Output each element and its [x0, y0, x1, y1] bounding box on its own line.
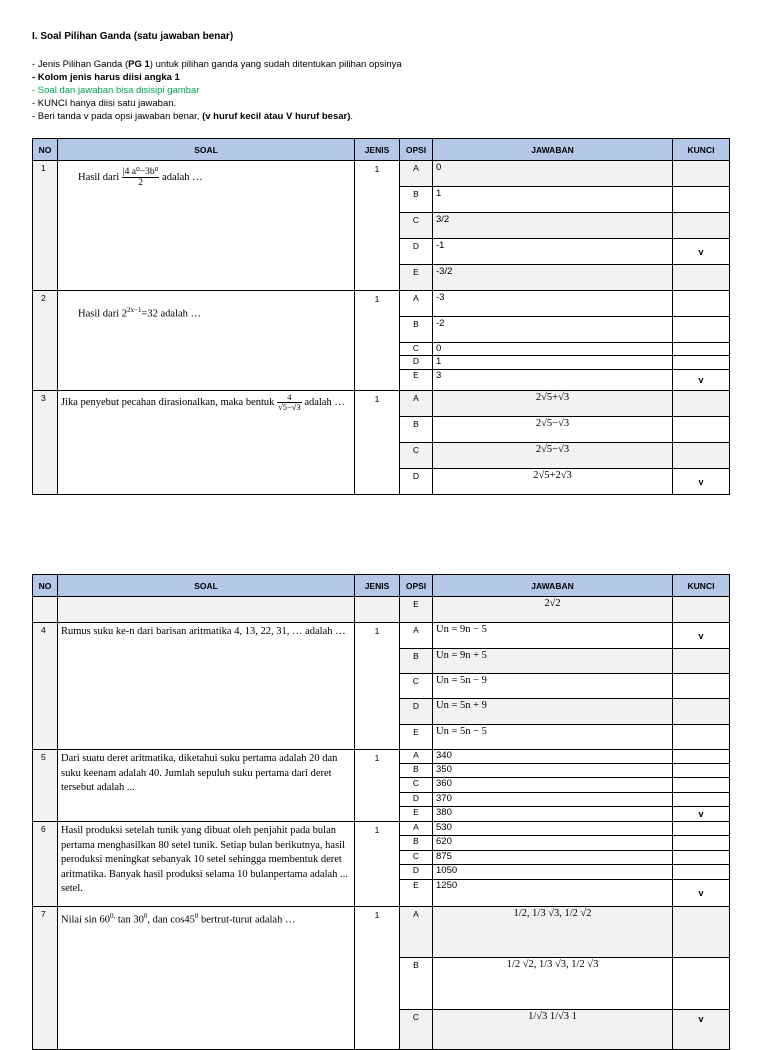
question-type: 1	[355, 907, 400, 1050]
option-letter: E	[400, 370, 433, 391]
key-cell[interactable]	[673, 822, 730, 836]
option-letter: C	[400, 778, 433, 793]
key-cell[interactable]	[673, 291, 730, 317]
header-opsi: OPSI	[400, 575, 433, 597]
header-row	[33, 139, 730, 161]
key-cell[interactable]: v	[673, 239, 730, 265]
answer-cell[interactable]: 1/2 √2, 1/3 √3, 1/2 √3	[433, 958, 673, 1010]
key-cell[interactable]: v	[673, 1010, 730, 1050]
answer-cell[interactable]: 360	[433, 778, 673, 793]
answer-cell[interactable]: 1/2, 1/3 √3, 1/2 √2	[433, 907, 673, 958]
question-text: Hasil produksi setelah tunik yang dibuat oleh penjahit pada bulan pertama menghasilkan 80 setel tunik. Setiap bulan berikutnya, hasil peroduksi meningkat sebanyak 10 setel sehingga membentuk deret aritmatika. Banyak hasil produksi selama 10 bulanpertama adalah ... setel.	[58, 822, 355, 907]
answer-cell[interactable]: 875	[433, 851, 673, 865]
key-cell[interactable]	[673, 958, 730, 1010]
answer-cell[interactable]: 1250	[433, 880, 673, 907]
key-cell[interactable]	[673, 750, 730, 764]
option-letter: E	[400, 597, 433, 623]
key-cell[interactable]	[673, 907, 730, 958]
instruction-line-3: - Soal dan jawaban bisa disisipi gambar	[32, 85, 200, 96]
question-number	[33, 597, 58, 623]
answer-cell[interactable]: 340	[433, 750, 673, 764]
key-cell[interactable]: v	[673, 370, 730, 391]
instructions	[32, 58, 402, 123]
table-row	[33, 907, 730, 958]
answer-cell[interactable]: 0	[433, 343, 673, 356]
instruction-line-5: - Beri tanda v pada opsi jawaban benar, (v huruf kecil atau V huruf besar).	[32, 111, 354, 122]
answer-cell[interactable]: -2	[433, 317, 673, 343]
answer-cell[interactable]: 2√5+√3	[433, 391, 673, 417]
key-cell[interactable]	[673, 699, 730, 725]
instruction-line-2: - Kolom jenis harus diisi angka 1	[32, 72, 180, 83]
question-text: Hasil dari $2^{2x-1}=32$ adalah …	[58, 291, 355, 391]
option-letter: C	[400, 1010, 433, 1050]
question-number: 5	[33, 750, 58, 822]
answer-cell[interactable]: 620	[433, 836, 673, 851]
answer-cell[interactable]: 350	[433, 764, 673, 778]
answer-cell[interactable]: 1/√3 1/√3 1	[433, 1010, 673, 1050]
option-letter: E	[400, 265, 433, 291]
answer-cell[interactable]: 2√5−√3	[433, 443, 673, 469]
answer-cell[interactable]: -1	[433, 239, 673, 265]
question-number: 6	[33, 822, 58, 907]
header-jenis: JENIS	[355, 139, 400, 161]
option-letter: E	[400, 725, 433, 750]
key-cell[interactable]	[673, 725, 730, 750]
question-text: Hasil dari $\frac{\text{|4 a⁰−3b⁰}}{2}$ adalah …	[58, 161, 355, 291]
answer-cell[interactable]: 3	[433, 370, 673, 391]
table-row	[33, 391, 730, 417]
question-type: 1	[355, 291, 400, 391]
question-type	[355, 597, 400, 623]
key-cell[interactable]	[673, 391, 730, 417]
key-cell[interactable]	[673, 674, 730, 699]
table-row	[33, 291, 730, 317]
option-letter: D	[400, 469, 433, 495]
header-opsi: OPSI	[400, 139, 433, 161]
question-text: Nilai $\sin 60^{0,}$ $\tan 30^0$, dan $\cos 45^0$ bertrut-turut adalah …	[58, 907, 355, 1050]
header-kunci: KUNCI	[673, 575, 730, 597]
option-letter: B	[400, 649, 433, 674]
question-type: 1	[355, 822, 400, 907]
answer-cell[interactable]: 370	[433, 793, 673, 807]
option-letter: D	[400, 239, 433, 265]
question-number: 7	[33, 907, 58, 1050]
header-soal: SOAL	[58, 575, 355, 597]
header-kunci: KUNCI	[673, 139, 730, 161]
answer-cell[interactable]: 1050	[433, 865, 673, 880]
key-cell[interactable]	[673, 317, 730, 343]
option-letter: A	[400, 750, 433, 764]
key-cell[interactable]: v	[673, 469, 730, 495]
key-cell[interactable]	[673, 793, 730, 807]
header-no: NO	[33, 575, 58, 597]
question-type: 1	[355, 161, 400, 291]
instruction-line-4: - KUNCI hanya diisi satu jawaban.	[32, 98, 177, 109]
option-letter: A	[400, 907, 433, 958]
option-letter: C	[400, 851, 433, 865]
key-cell[interactable]: v	[673, 880, 730, 907]
answer-cell[interactable]: 0	[433, 161, 673, 187]
option-letter: D	[400, 699, 433, 725]
option-letter: A	[400, 291, 433, 317]
answer-cell[interactable]: Un = 5n + 9	[433, 699, 673, 725]
option-letter: A	[400, 623, 433, 649]
option-letter: C	[400, 343, 433, 356]
answer-cell[interactable]: Un = 5n − 9	[433, 674, 673, 699]
answer-cell[interactable]: 1	[433, 187, 673, 213]
question-text	[58, 597, 355, 623]
option-letter: A	[400, 391, 433, 417]
header-jawaban: JAWABAN	[433, 575, 673, 597]
key-cell[interactable]	[673, 161, 730, 187]
header-soal: SOAL	[58, 139, 355, 161]
option-letter: C	[400, 443, 433, 469]
question-number: 4	[33, 623, 58, 750]
instruction-line-1: - Jenis Pilihan Ganda (PG 1) untuk pilihan ganda yang sudah ditentukan pilihan opsinya	[32, 59, 402, 70]
answer-cell[interactable]: 2√2	[433, 597, 673, 623]
option-letter: B	[400, 836, 433, 851]
header-jenis: JENIS	[355, 575, 400, 597]
option-letter: A	[400, 161, 433, 187]
option-letter: B	[400, 764, 433, 778]
question-table-1	[32, 138, 730, 495]
header-jawaban: JAWABAN	[433, 139, 673, 161]
header-row	[33, 575, 730, 597]
option-letter: C	[400, 674, 433, 699]
key-cell[interactable]	[673, 836, 730, 851]
key-cell[interactable]	[673, 597, 730, 623]
key-cell[interactable]	[673, 213, 730, 239]
key-cell[interactable]: v	[673, 807, 730, 822]
option-letter: C	[400, 213, 433, 239]
option-letter: B	[400, 187, 433, 213]
key-cell[interactable]	[673, 851, 730, 865]
question-number: 2	[33, 291, 58, 391]
answer-cell[interactable]: 3/2	[433, 213, 673, 239]
question-number: 1	[33, 161, 58, 291]
key-cell[interactable]	[673, 865, 730, 880]
table-row	[33, 750, 730, 764]
table-row	[33, 822, 730, 836]
answer-cell[interactable]: Un = 5n − 5	[433, 725, 673, 750]
option-letter: E	[400, 807, 433, 822]
key-cell[interactable]	[673, 764, 730, 778]
key-cell[interactable]: v	[673, 623, 730, 649]
question-text: Dari suatu deret aritmatika, diketahui suku pertama adalah 20 dan suku keenam adalah 40. Jumlah sepuluh suku pertama dari deret tersebut adalah ...	[58, 750, 355, 822]
key-cell[interactable]	[673, 187, 730, 213]
header-no: NO	[33, 139, 58, 161]
option-letter: B	[400, 417, 433, 443]
answer-cell[interactable]: Un = 9n − 5	[433, 623, 673, 649]
option-letter: D	[400, 865, 433, 880]
question-text: Jika penyebut pecahan dirasionalkan, maka bentuk $\frac{4}{√5-√3}$ adalah …	[58, 391, 355, 495]
option-letter: B	[400, 958, 433, 1010]
question-number: 3	[33, 391, 58, 495]
key-cell[interactable]	[673, 417, 730, 443]
answer-cell[interactable]: Un = 9n + 5	[433, 649, 673, 674]
key-cell[interactable]	[673, 778, 730, 793]
table-row	[33, 161, 730, 187]
option-letter: A	[400, 822, 433, 836]
question-type: 1	[355, 750, 400, 822]
option-letter: E	[400, 880, 433, 907]
table-row	[33, 623, 730, 649]
option-letter: D	[400, 793, 433, 807]
key-cell[interactable]	[673, 343, 730, 356]
question-type: 1	[355, 391, 400, 495]
key-cell[interactable]	[673, 356, 730, 370]
answer-cell[interactable]: -3	[433, 291, 673, 317]
table-row	[33, 597, 730, 623]
question-text: Rumus suku ke-n dari barisan aritmatika 4, 13, 22, 31, … adalah …	[58, 623, 355, 750]
key-cell[interactable]	[673, 649, 730, 674]
answer-cell[interactable]: 530	[433, 822, 673, 836]
key-cell[interactable]	[673, 265, 730, 291]
question-type: 1	[355, 623, 400, 750]
answer-cell[interactable]: 1	[433, 356, 673, 370]
document-title: I. Soal Pilihan Ganda (satu jawaban benar)	[32, 31, 234, 42]
answer-cell[interactable]: 2√5+2√3	[433, 469, 673, 495]
option-letter: B	[400, 317, 433, 343]
option-letter: D	[400, 356, 433, 370]
question-table-2	[32, 574, 730, 1050]
answer-cell[interactable]: 380	[433, 807, 673, 822]
answer-cell[interactable]: 2√5−√3	[433, 417, 673, 443]
key-cell[interactable]	[673, 443, 730, 469]
answer-cell[interactable]: -3/2	[433, 265, 673, 291]
